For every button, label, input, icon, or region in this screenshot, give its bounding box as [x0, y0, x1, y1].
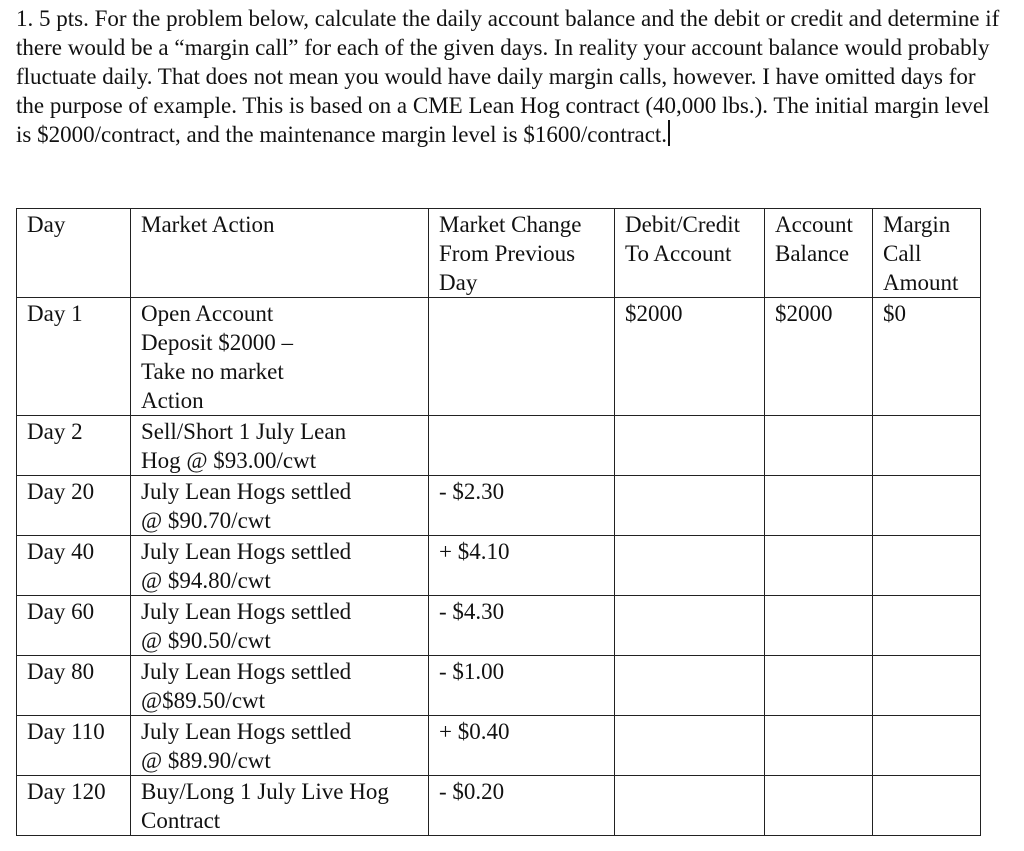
- margin-call-cell[interactable]: [873, 716, 981, 776]
- margin-call-cell[interactable]: [873, 776, 981, 836]
- debit-credit-cell[interactable]: $2000: [615, 298, 765, 416]
- account-balance-cell[interactable]: [765, 476, 873, 536]
- table-row: [17, 298, 981, 416]
- margin-call-cell[interactable]: [873, 476, 981, 536]
- table-row: [17, 536, 981, 596]
- margin-account-table: [16, 208, 981, 836]
- table-row: [17, 416, 981, 476]
- header-day: Day: [17, 209, 131, 298]
- margin-call-cell[interactable]: [873, 596, 981, 656]
- debit-credit-cell[interactable]: [615, 416, 765, 476]
- table-row: [17, 596, 981, 656]
- account-balance-cell[interactable]: [765, 416, 873, 476]
- market-action-cell: July Lean Hogs settled @ $90.50/cwt: [131, 596, 429, 656]
- header-margin-call: Margin Call Amount: [873, 209, 981, 298]
- market-change-cell: + $0.40: [429, 716, 615, 776]
- debit-credit-cell[interactable]: [615, 776, 765, 836]
- table-row: [17, 656, 981, 716]
- margin-call-cell[interactable]: $0: [873, 298, 981, 416]
- day-cell: Day 80: [17, 656, 131, 716]
- market-change-cell: [429, 298, 615, 416]
- account-balance-cell[interactable]: [765, 656, 873, 716]
- header-market-action: Market Action: [131, 209, 429, 298]
- margin-call-cell[interactable]: [873, 416, 981, 476]
- debit-credit-cell[interactable]: [615, 716, 765, 776]
- debit-credit-cell[interactable]: [615, 596, 765, 656]
- margin-call-cell[interactable]: [873, 656, 981, 716]
- market-change-cell: + $4.10: [429, 536, 615, 596]
- market-change-cell: - $0.20: [429, 776, 615, 836]
- market-action-cell: Sell/Short 1 July Lean Hog @ $93.00/cwt: [131, 416, 429, 476]
- debit-credit-cell[interactable]: [615, 476, 765, 536]
- market-action-cell: July Lean Hogs settled @ $90.70/cwt: [131, 476, 429, 536]
- day-cell: Day 120: [17, 776, 131, 836]
- header-market-change: Market Change From Previous Day: [429, 209, 615, 298]
- account-balance-cell[interactable]: [765, 776, 873, 836]
- market-action-cell: Open Account Deposit $2000 – Take no market Action: [131, 298, 429, 416]
- day-cell: Day 2: [17, 416, 131, 476]
- account-balance-cell[interactable]: $2000: [765, 298, 873, 416]
- market-action-cell: Buy/Long 1 July Live Hog Contract: [131, 776, 429, 836]
- market-change-cell: - $1.00: [429, 656, 615, 716]
- market-change-cell: - $4.30: [429, 596, 615, 656]
- table-row: [17, 476, 981, 536]
- day-cell: Day 20: [17, 476, 131, 536]
- market-action-cell: July Lean Hogs settled @ $89.90/cwt: [131, 716, 429, 776]
- debit-credit-cell[interactable]: [615, 536, 765, 596]
- day-cell: Day 1: [17, 298, 131, 416]
- day-cell: Day 60: [17, 596, 131, 656]
- question-body: 1. 5 pts. For the problem below, calculate the daily account balance and the debit or credit and determine if there would be a “margin call” for each of the given days. In reality your account balance would probably fluctuate daily. That does not mean you would have daily margin calls, however. I have omitted days for the purpose of example. This is based on a CME Lean Hog contract (40,000 lbs.). The initial margin level is $2000/contract, and the maintenance margin level is $1600/contract.: [16, 6, 1000, 147]
- account-balance-cell[interactable]: [765, 716, 873, 776]
- header-row: [17, 209, 981, 298]
- text-cursor: [668, 120, 670, 146]
- header-debit-credit: Debit/Credit To Account: [615, 209, 765, 298]
- market-action-cell: July Lean Hogs settled @ $94.80/cwt: [131, 536, 429, 596]
- market-action-cell: July Lean Hogs settled @$89.50/cwt: [131, 656, 429, 716]
- account-balance-cell[interactable]: [765, 596, 873, 656]
- debit-credit-cell[interactable]: [615, 656, 765, 716]
- day-cell: Day 40: [17, 536, 131, 596]
- table-row: [17, 716, 981, 776]
- market-change-cell: - $2.30: [429, 476, 615, 536]
- table-row: [17, 776, 981, 836]
- header-account-balance: Account Balance: [765, 209, 873, 298]
- margin-call-cell[interactable]: [873, 536, 981, 596]
- account-balance-cell[interactable]: [765, 536, 873, 596]
- market-change-cell: [429, 416, 615, 476]
- question-text: [16, 4, 1006, 149]
- day-cell: Day 110: [17, 716, 131, 776]
